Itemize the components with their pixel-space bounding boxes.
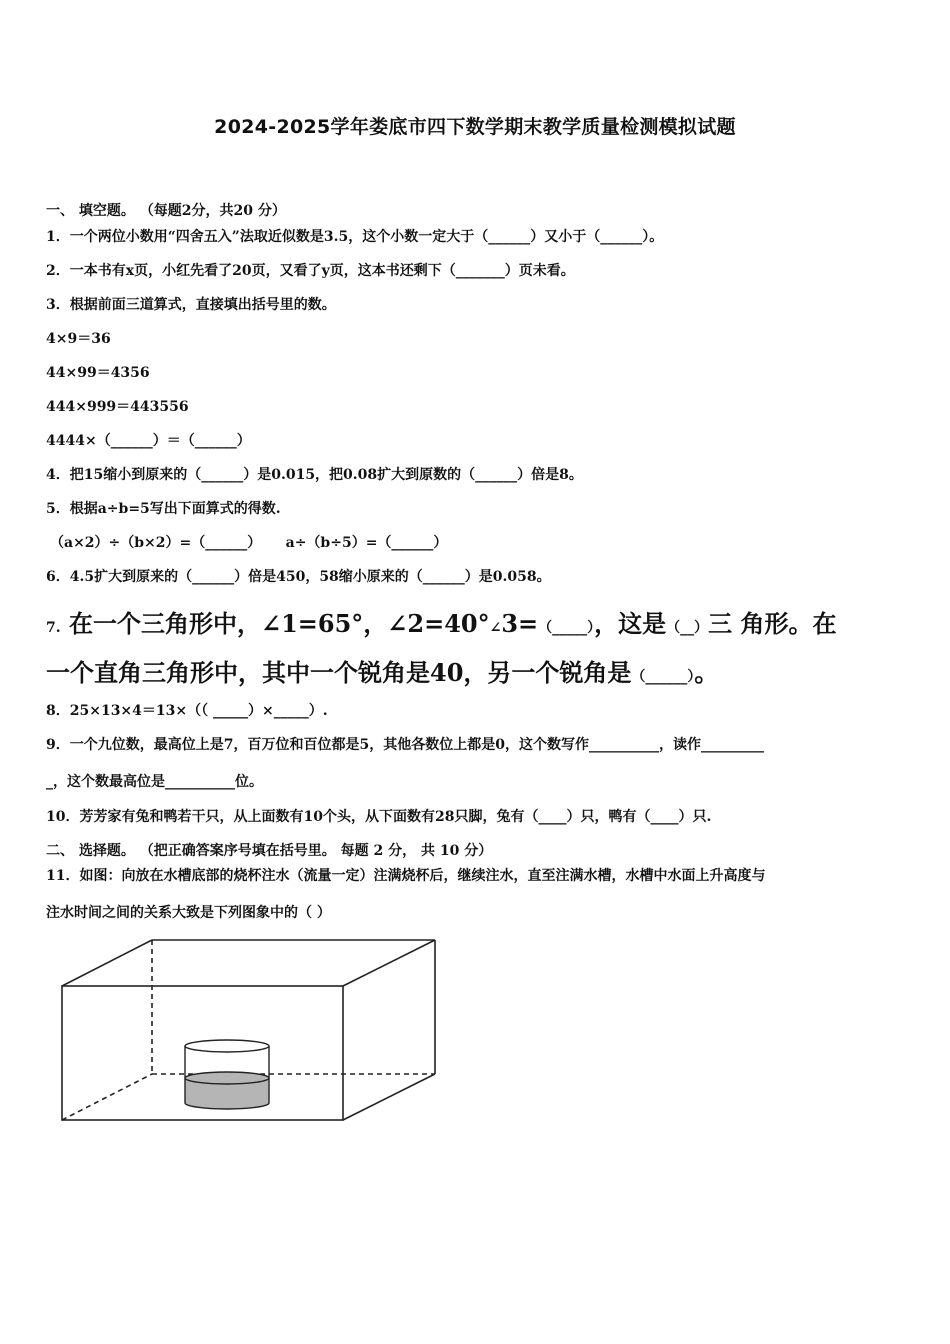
section-2-header: 二、 选择题。 （把正确答案序号填在括号里。 每题 2 分， 共 10 分） <box>46 843 493 859</box>
question-7-blank-3: （______） <box>631 669 695 685</box>
tank-top-left-edge <box>62 940 152 986</box>
question-3-stem: 3．根据前面三道算式，直接填出括号里的数。 <box>46 297 336 313</box>
question-10: 10．芳芳家有兔和鸭若干只，从上面数有10个头，从下面数有28只脚，兔有（____）只，鸭有（____）只. <box>46 809 712 825</box>
question-4: 4．把15缩小到原来的（______）是0.015，把0.08扩大到原数的（______）倍是8。 <box>46 467 583 483</box>
question-3-eq1: 4×9＝36 <box>46 331 111 347</box>
question-11-line-1: 11．如图：向放在水槽底部的烧杯注水（流量一定）注满烧杯后，继续注水，直至注满水槽，水槽中水面上升高度与 <box>46 868 766 884</box>
question-5-line: （a×2）÷（b×2）=（______） a÷（b÷5）=（______） <box>50 535 448 551</box>
question-7-blank-2: （__） <box>666 620 709 636</box>
question-6: 6．4.5扩大到原来的（______）倍是450，58缩小原来的（______）是0.058。 <box>46 569 551 585</box>
question-9-line-2: _，这个数最高位是__________位。 <box>46 774 263 790</box>
water-tank-figure <box>46 933 438 1125</box>
question-7-part-2: 3= <box>501 609 539 638</box>
beaker <box>185 1040 269 1109</box>
section-1-header: 一、 填空题。 （每题2分，共20 分） <box>46 203 286 219</box>
question-2: 2．一本书有x页，小红先看了20页，又看了y页，这本书还剩下（_______）页未看。 <box>46 263 575 279</box>
beaker-rim <box>185 1040 269 1052</box>
question-7-line-2 <box>46 658 718 692</box>
question-7-line-2a: 一个直角三角形中，其中一个锐角是40，另一个锐角是 <box>46 658 632 687</box>
question-3-eq2: 44×99＝4356 <box>46 365 150 381</box>
question-7-part-1: 在一个三角形中，∠1=65°，∠2=40° <box>68 609 490 638</box>
question-11-line-2: 注水时间之间的关系大致是下列图象中的（ ） <box>46 905 331 921</box>
question-7-part-3: ，这是 <box>594 609 667 638</box>
question-7-number: 7. <box>46 620 61 636</box>
tank-hidden-edge-diagonal <box>62 1074 152 1120</box>
question-7-blank-1: （_____） <box>538 620 595 636</box>
tank-bottom-right-edge <box>343 1074 435 1120</box>
tank-top-right-edge <box>343 940 435 986</box>
question-3-eq3: 444×999＝443556 <box>46 399 189 415</box>
question-9-line-1: 9．一个九位数，最高位上是7，百万位和百位都是5，其他各数位上都是0，这个数写作__________，读作_________ <box>46 737 764 753</box>
question-7-angle-small: ∠ <box>489 620 502 636</box>
question-1: 1．一个两位小数用“四舍五入”法取近似数是3.5，这个小数一定大于（______）又小于（______）。 <box>46 229 664 245</box>
question-3-eq4: 4444×（______）＝（______） <box>46 433 251 449</box>
question-7-line-2b: 。 <box>694 658 719 687</box>
question-7-line-1 <box>46 609 837 643</box>
question-8: 8．25×13×4＝13×（（ _____）×_____）. <box>46 703 328 719</box>
question-7-part-4: 三 角形。在 <box>708 609 837 638</box>
question-5-stem: 5．根据a÷b=5写出下面算式的得数. <box>46 501 281 517</box>
page-title: 2024-2025学年娄底市四下数学期末教学质量检测模拟试题 <box>214 116 736 138</box>
beaker-water-surface <box>185 1072 269 1084</box>
